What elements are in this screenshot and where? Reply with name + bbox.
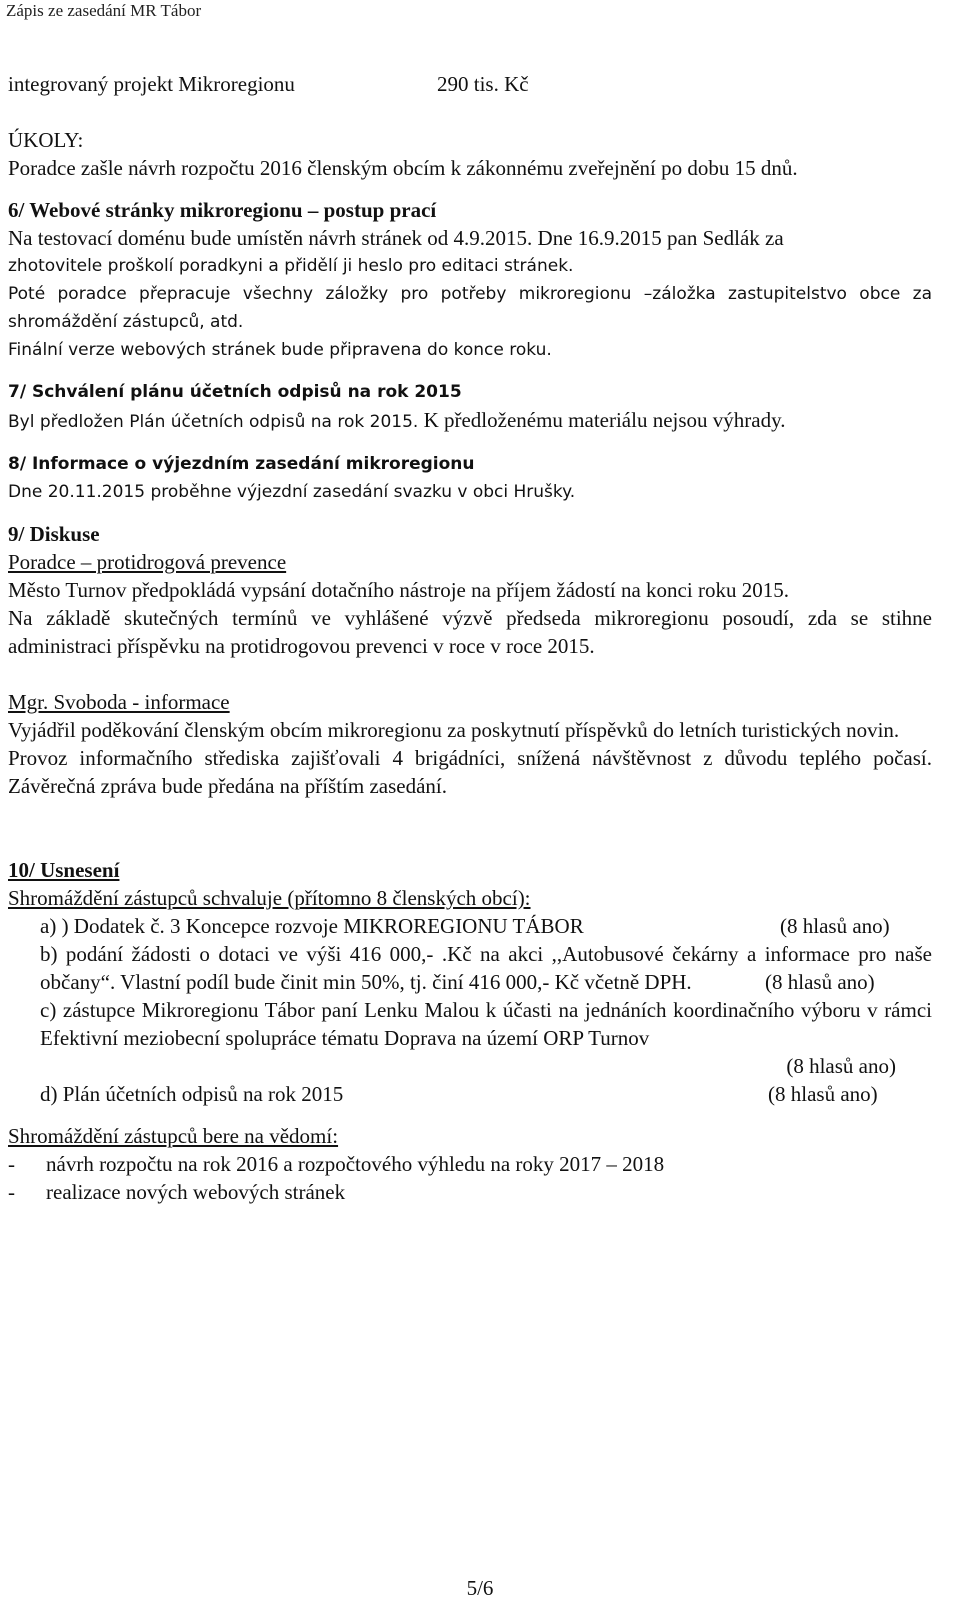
- section-10-title: 10/ Usnesení: [8, 858, 120, 882]
- note-item-text: návrh rozpočtu na rok 2016 a rozpočtového výhledu na roky 2017 – 2018: [46, 1152, 665, 1176]
- note-dash: -: [8, 1152, 15, 1176]
- resolution-item-d-vote: (8 hlasů ano): [768, 1082, 878, 1106]
- tasks-text: Poradce zašle návrh rozpočtu 2016 členským obcím k zákonnému zveřejnění po dobu 15 dnů.: [8, 156, 798, 180]
- section-9-p3: Vyjádřil poděkování členským obcím mikroregionu za poskytnutí příspěvků do letních turistických novin.: [8, 718, 900, 742]
- section-6-p1-line2: zhotovitele proškolí poradkyni a přidělí ji heslo pro editaci stránek.: [8, 256, 574, 276]
- section-9-title: 9/ Diskuse: [8, 522, 100, 546]
- resolution-item-b-text: b) podání žádosti o dotaci ve výši 416 000,- .Kč na akci ,,Autobusové čekárny a informace pro naše občany“. Vlastní podíl bude činit min 50%, tj. činí 416 000,- Kč včetně DPH.: [40, 942, 932, 994]
- budget-line-label: integrovaný projekt Mikroregionu: [8, 72, 295, 96]
- section-9-subheading-svoboda: Mgr. Svoboda - informace: [8, 690, 230, 714]
- section-9-p1: Město Turnov předpokládá vypsání dotačního nástroje na příjem žádostí na konci roku 2015.: [8, 578, 789, 602]
- budget-line-amount: 290 tis. Kč: [437, 72, 529, 96]
- resolution-item-a: [8, 912, 932, 940]
- budget-line: [8, 70, 932, 98]
- resolution-item-b-vote: (8 hlasů ano): [765, 970, 875, 994]
- section-7-text-b: K předloženému materiálu nejsou výhrady.: [418, 408, 786, 432]
- note-item-text: realizace nových webových stránek: [46, 1180, 346, 1204]
- section-7-text: [8, 406, 932, 436]
- section-10-notes-heading: Shromáždění zástupců bere na vědomí:: [8, 1124, 339, 1148]
- resolution-item-c: [8, 996, 932, 1080]
- section-8-title: 8/ Informace o výjezdním zasedání mikroregionu: [8, 454, 475, 474]
- resolution-item-d: [8, 1080, 932, 1108]
- section-10-approves-heading: Shromáždění zástupců schvaluje (přítomno 8 členských obcí):: [8, 886, 531, 910]
- section-6-p1-line1: Na testovací doménu bude umístěn návrh stránek od 4.9.2015. Dne 16.9.2015 pan Sedlák za: [8, 226, 784, 250]
- resolution-item-a-text: a) ) Dodatek č. 3 Koncepce rozvoje MIKROREGIONU TÁBOR: [40, 914, 584, 938]
- note-item: [8, 1178, 932, 1206]
- resolution-item-d-text: d) Plán účetních odpisů na rok 2015: [40, 1082, 344, 1106]
- section-8-text: Dne 20.11.2015 proběhne výjezdní zasedání svazku v obci Hrušky.: [8, 482, 576, 502]
- page-number: 5/6: [466, 1576, 494, 1600]
- resolution-item-b: [8, 940, 932, 996]
- section-7-text-a: Byl předložen Plán účetních odpisů na rok 2015.: [8, 412, 419, 432]
- page-header-title: Zápis ze zasedání MR Tábor: [6, 1, 202, 20]
- resolution-item-a-vote: (8 hlasů ano): [780, 914, 890, 938]
- section-9-subheading-advisor: Poradce – protidrogová prevence: [8, 550, 287, 574]
- section-9-p2: Na základě skutečných termínů ve vyhlášené výzvě předseda mikroregionu posoudí, zda se stihne administraci příspěvku na protidrogovou prevenci v roce v roce 2015.: [8, 606, 932, 658]
- document-body: [8, 70, 932, 1206]
- section-9-p4: Provoz informačního střediska zajišťovali 4 brigádníci, snížená návštěvnost z důvodu teplého počasí. Závěrečná zpráva bude předána na příštím zasedání.: [8, 746, 932, 798]
- note-item: [8, 1150, 932, 1178]
- section-6-title: 6/ Webové stránky mikroregionu – postup prací: [8, 198, 437, 222]
- tasks-heading: ÚKOLY:: [8, 128, 84, 152]
- resolution-item-c-text: c) zástupce Mikroregionu Tábor paní Lenku Malou k účasti na jednáních koordinačního výboru v rámci Efektivní meziobecní spolupráce tématu Doprava na území ORP Turnov: [40, 998, 932, 1050]
- resolution-item-c-vote: (8 hlasů ano): [786, 1054, 896, 1078]
- section-6-p3: Finální verze webových stránek bude připravena do konce roku.: [8, 340, 552, 360]
- note-dash: -: [8, 1180, 15, 1204]
- section-6-p2: Poté poradce přepracuje všechny záložky pro potřeby mikroregionu –záložka zastupitelstvo obce za shromáždění zástupců, atd.: [8, 284, 932, 332]
- section-7-title: 7/ Schválení plánu účetních odpisů na rok 2015: [8, 382, 462, 402]
